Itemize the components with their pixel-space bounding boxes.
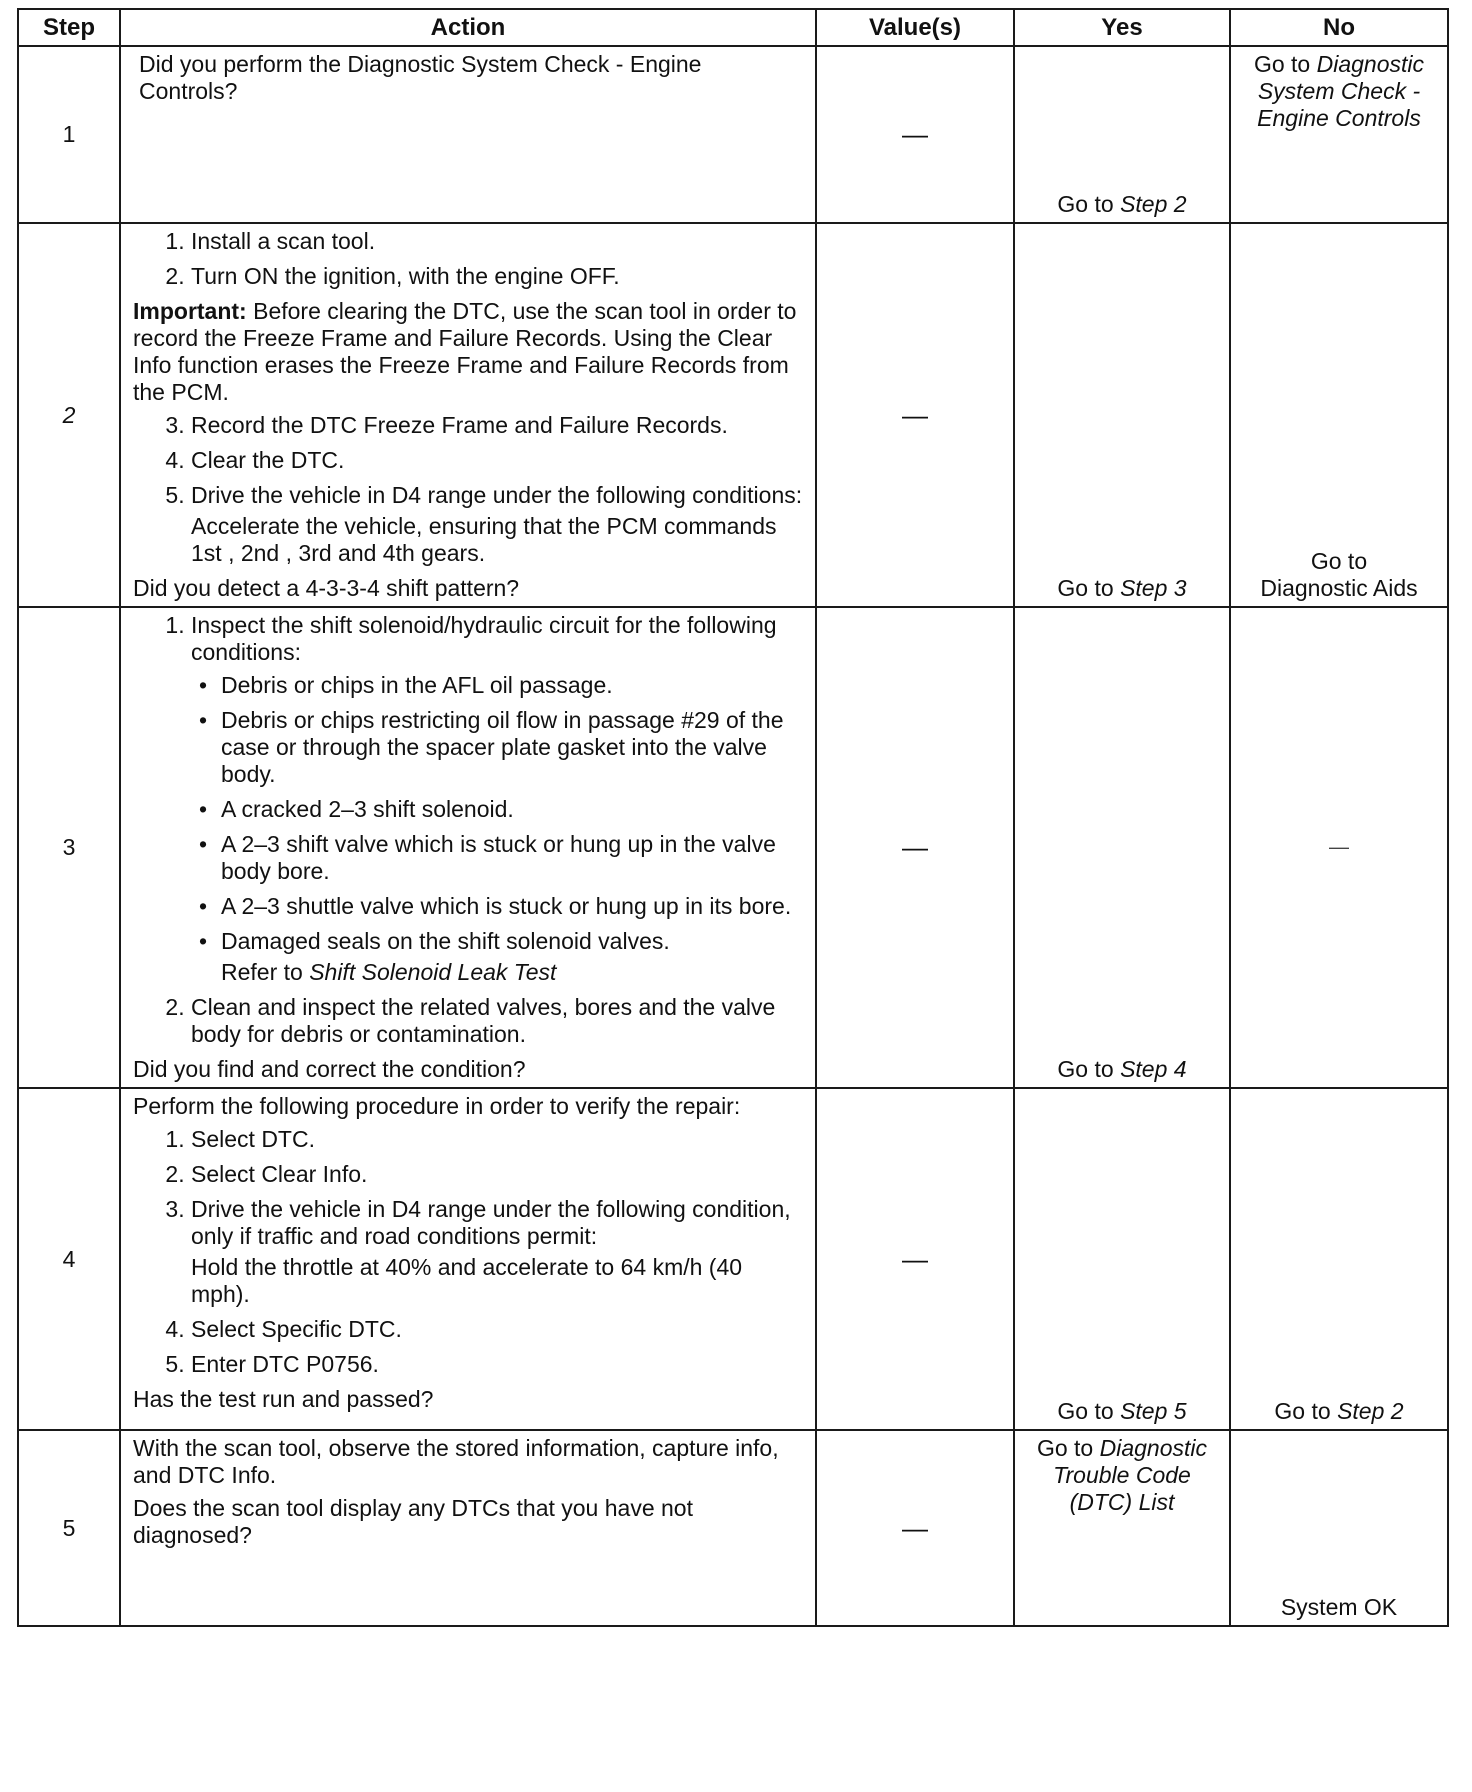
go-to-prefix: Go to — [1274, 1398, 1338, 1424]
step-number: 3 — [18, 607, 120, 1088]
question-text: Did you detect a 4-3-3-4 shift pattern? — [133, 575, 520, 601]
refer-prefix: Refer to — [221, 959, 310, 985]
value-cell: — — [816, 1430, 1014, 1626]
value-cell: — — [816, 1088, 1014, 1430]
action-cell — [120, 46, 816, 223]
ordered-list — [133, 1126, 805, 1308]
value-cell: — — [816, 607, 1014, 1088]
list-item — [191, 1196, 805, 1308]
header-yes: Yes — [1014, 9, 1230, 46]
action-cell — [120, 607, 816, 1088]
yes-go-to-step-2[interactable] — [1015, 191, 1229, 218]
ordered-list — [133, 228, 805, 290]
step-number: 1 — [18, 46, 120, 223]
go-to-prefix: Go to — [1057, 1398, 1121, 1424]
step-link[interactable]: Step 5 — [1120, 1398, 1187, 1424]
diagnostic-table — [17, 8, 1449, 1627]
list-item: 4. Select Specific DTC. — [191, 1316, 805, 1343]
list-item — [191, 612, 805, 986]
refer-note — [221, 959, 805, 986]
step-number: 4 — [18, 1088, 120, 1430]
shift-solenoid-leak-test-link[interactable]: Shift Solenoid Leak Test — [309, 959, 557, 985]
list-item: 1. Select DTC. — [191, 1126, 805, 1153]
step-number: 5 — [18, 1430, 120, 1626]
list-item — [191, 482, 805, 567]
go-to-prefix: Go to — [1057, 1056, 1121, 1082]
action-cell — [120, 1430, 816, 1626]
yes-go-to-step-4[interactable] — [1015, 1056, 1229, 1083]
list-item-text: Drive the vehicle in D4 range under the following condition, only if traffic and road conditions permit: — [191, 1196, 791, 1249]
sub-instruction: Accelerate the vehicle, ensuring that the PCM commands 1st , 2nd , 3rd and 4th gears. — [191, 513, 777, 566]
no-cell — [1230, 607, 1448, 1088]
go-to-prefix: Go to — [1057, 191, 1121, 217]
go-to-prefix: Go to — [1036, 1435, 1100, 1461]
step-link[interactable]: Step 2 — [1337, 1398, 1404, 1424]
step-number — [18, 223, 120, 607]
important-note — [133, 298, 805, 406]
important-label: Important: — [133, 298, 247, 324]
yes-cell — [1014, 607, 1230, 1088]
list-item: 2. Turn ON the ignition, with the engine OFF. — [191, 263, 805, 290]
ordered-list — [133, 412, 805, 567]
value-cell: — — [816, 223, 1014, 607]
bullet-list — [191, 672, 805, 986]
sub-instruction: Hold the throttle at 40% and accelerate to 64 km/h (40 mph). — [191, 1254, 743, 1307]
go-to-prefix: Go to — [1253, 51, 1317, 77]
list-item: 5. Enter DTC P0756. — [191, 1351, 805, 1378]
no-go-to-diagnostic-aids[interactable]: Go to Diagnostic Aids — [1260, 548, 1418, 601]
step-link[interactable]: Step 3 — [1120, 575, 1187, 601]
no-not-applicable: — — [1329, 836, 1349, 858]
list-item: 2. Clean and inspect the related valves, bores and the valve body for debris or contamination. — [191, 994, 805, 1048]
header-no: No — [1230, 9, 1448, 46]
bullet-item — [191, 928, 805, 986]
header-values: Value(s) — [816, 9, 1014, 46]
list-item-text: Drive the vehicle in D4 range under the following conditions: — [191, 482, 803, 508]
bullet-item: • A cracked 2–3 shift solenoid. — [191, 796, 805, 823]
diagnostic-table-sheet — [17, 8, 1447, 1768]
no-system-ok: System OK — [1280, 1594, 1398, 1620]
no-cell — [1230, 1430, 1448, 1626]
ordered-list — [133, 1316, 805, 1378]
question-text: Does the scan tool display any DTCs that you have not diagnosed? — [133, 1495, 693, 1548]
question-text: Did you find and correct the condition? — [133, 1056, 526, 1082]
diagnostic-system-check-link[interactable]: Diagnostic System Check - Engine Controls — [1257, 51, 1425, 131]
table-row-step-5 — [18, 1430, 1448, 1626]
list-item: 3. Record the DTC Freeze Frame and Failure Records. — [191, 412, 805, 439]
value-cell: — — [816, 46, 1014, 223]
yes-cell — [1014, 223, 1230, 607]
step-number-text: 2 — [62, 401, 76, 428]
instruction-text: With the scan tool, observe the stored information, capture info, and DTC Info. — [133, 1435, 779, 1488]
yes-cell — [1014, 1088, 1230, 1430]
dtc-list-link[interactable]: Diagnostic Trouble Code (DTC) List — [1053, 1435, 1208, 1515]
action-cell — [120, 223, 816, 607]
header-row — [18, 9, 1448, 46]
action-cell — [120, 1088, 816, 1430]
no-go-to-step-2[interactable] — [1231, 1398, 1447, 1425]
table-row-step-2 — [18, 223, 1448, 607]
table-row-step-1 — [18, 46, 1448, 223]
bullet-text: Damaged seals on the shift solenoid valves. — [221, 928, 670, 954]
no-go-to-diagnostic-system-check[interactable] — [1231, 47, 1447, 132]
yes-cell — [1014, 46, 1230, 223]
no-cell — [1230, 1088, 1448, 1430]
header-action: Action — [120, 9, 816, 46]
question-text: Did you perform the Diagnostic System Check - Engine Controls? — [139, 51, 702, 104]
step-link[interactable]: Step 2 — [1120, 191, 1187, 217]
ordered-list — [133, 612, 805, 1048]
header-step: Step — [18, 9, 120, 46]
table-row-step-3 — [18, 607, 1448, 1088]
yes-go-to-step-5[interactable] — [1015, 1398, 1229, 1425]
no-cell — [1230, 223, 1448, 607]
bullet-item: • A 2–3 shuttle valve which is stuck or hung up in its bore. — [191, 893, 805, 920]
bullet-item: • Debris or chips in the AFL oil passage. — [191, 672, 805, 699]
go-to-prefix: Go to — [1057, 575, 1121, 601]
important-text: Before clearing the DTC, use the scan tool in order to record the Freeze Frame and Failure Records. Using the Clear Info function erases the Freeze Frame and Failure Records from the PCM. — [133, 298, 797, 405]
yes-cell — [1014, 1430, 1230, 1626]
list-item: 1. Install a scan tool. — [191, 228, 805, 255]
bullet-item: • A 2–3 shift valve which is stuck or hung up in the valve body bore. — [191, 831, 805, 885]
question-text: Has the test run and passed? — [133, 1386, 434, 1412]
list-item: 4. Clear the DTC. — [191, 447, 805, 474]
list-item-text: Inspect the shift solenoid/hydraulic circuit for the following conditions: — [191, 612, 777, 665]
yes-go-to-dtc-list[interactable] — [1015, 1431, 1229, 1516]
step-link[interactable]: Step 4 — [1120, 1056, 1187, 1082]
no-cell — [1230, 46, 1448, 223]
yes-go-to-step-3[interactable] — [1015, 575, 1229, 602]
table-row-step-4 — [18, 1088, 1448, 1430]
list-item: 2. Select Clear Info. — [191, 1161, 805, 1188]
bullet-item: • Debris or chips restricting oil flow in passage #29 of the case or through the spacer plate gasket into the valve body. — [191, 707, 805, 788]
intro-text: Perform the following procedure in order to verify the repair: — [133, 1093, 741, 1119]
